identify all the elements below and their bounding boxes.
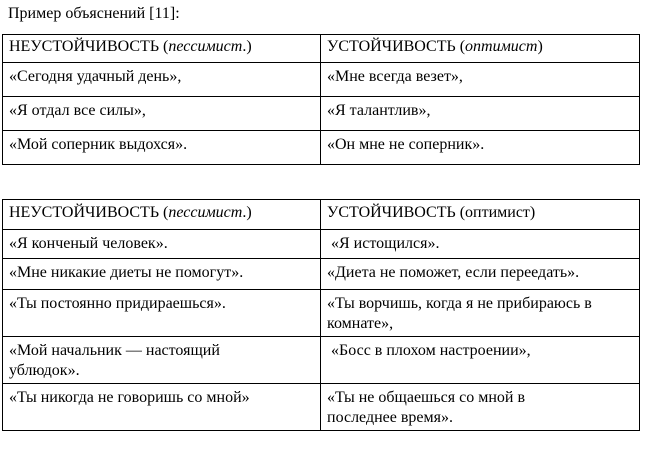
- header-paren: пессимист: [168, 38, 243, 55]
- comparison-table-2: [2, 199, 640, 431]
- header-cell-stable: УСТОЙЧИВОСТЬ (оптимист): [321, 200, 640, 230]
- table-cell: «Я талантлив»,: [321, 97, 640, 131]
- header-label: НЕУСТОЙЧИВОСТЬ: [9, 204, 160, 221]
- table-header-row: [3, 200, 640, 230]
- table-cell: «Мне никакие диеты не помогут».: [3, 259, 321, 290]
- table-row: [3, 290, 640, 337]
- table-row: [3, 337, 640, 384]
- table-row: [3, 97, 640, 131]
- table-cell: «Он мне не соперник».: [321, 131, 640, 165]
- comparison-table-1: [2, 34, 640, 165]
- table-cell: «Мой соперник выдохся».: [3, 131, 321, 165]
- header-cell-unstable: НЕУСТОЙЧИВОСТЬ (пессимист.): [3, 200, 321, 230]
- table-cell: «Я отдал все силы»,: [3, 97, 321, 131]
- table-cell: [321, 337, 640, 384]
- table-row: [3, 259, 640, 290]
- table-cell: «Мой начальник — настоящий ублюдок».: [3, 337, 321, 384]
- table-cell: «Ты постоянно придираешься».: [3, 290, 321, 337]
- header-paren: пессимист: [168, 204, 243, 221]
- header-cell-stable: УСТОЙЧИВОСТЬ (оптимист): [321, 35, 640, 63]
- table-cell: «Мне всегда везет»,: [321, 63, 640, 97]
- header-label: УСТОЙЧИВОСТЬ: [327, 204, 456, 221]
- table-cell-text: «Я истощился».: [331, 235, 440, 252]
- table-row: [3, 131, 640, 165]
- table-cell: «Я конченый человек».: [3, 230, 321, 259]
- table-cell: «Диета не поможет, если переедать».: [321, 259, 640, 290]
- table-row: [3, 384, 640, 431]
- header-cell-unstable: НЕУСТОЙЧИВОСТЬ (пессимист.): [3, 35, 321, 63]
- table-cell-text: «Босс в плохом настроении»,: [331, 342, 531, 359]
- table-row: [3, 63, 640, 97]
- intro-text: Пример объяснений [11]:: [8, 5, 180, 22]
- header-paren: оптимист: [465, 38, 538, 55]
- header-label: НЕУСТОЙЧИВОСТЬ: [9, 38, 160, 55]
- table-cell: «Ты не общаешься со мной в последнее время».: [321, 384, 640, 431]
- table-cell: [321, 230, 640, 259]
- table-cell: «Ты никогда не говоришь со мной»: [3, 384, 321, 431]
- table-row: [3, 230, 640, 259]
- table-cell: «Сегодня удачный день»,: [3, 63, 321, 97]
- header-label: УСТОЙЧИВОСТЬ: [327, 38, 456, 55]
- table-header-row: [3, 35, 640, 63]
- header-paren: оптимист: [465, 204, 530, 221]
- table-cell: «Ты ворчишь, когда я не прибираюсь в комнате»,: [321, 290, 640, 337]
